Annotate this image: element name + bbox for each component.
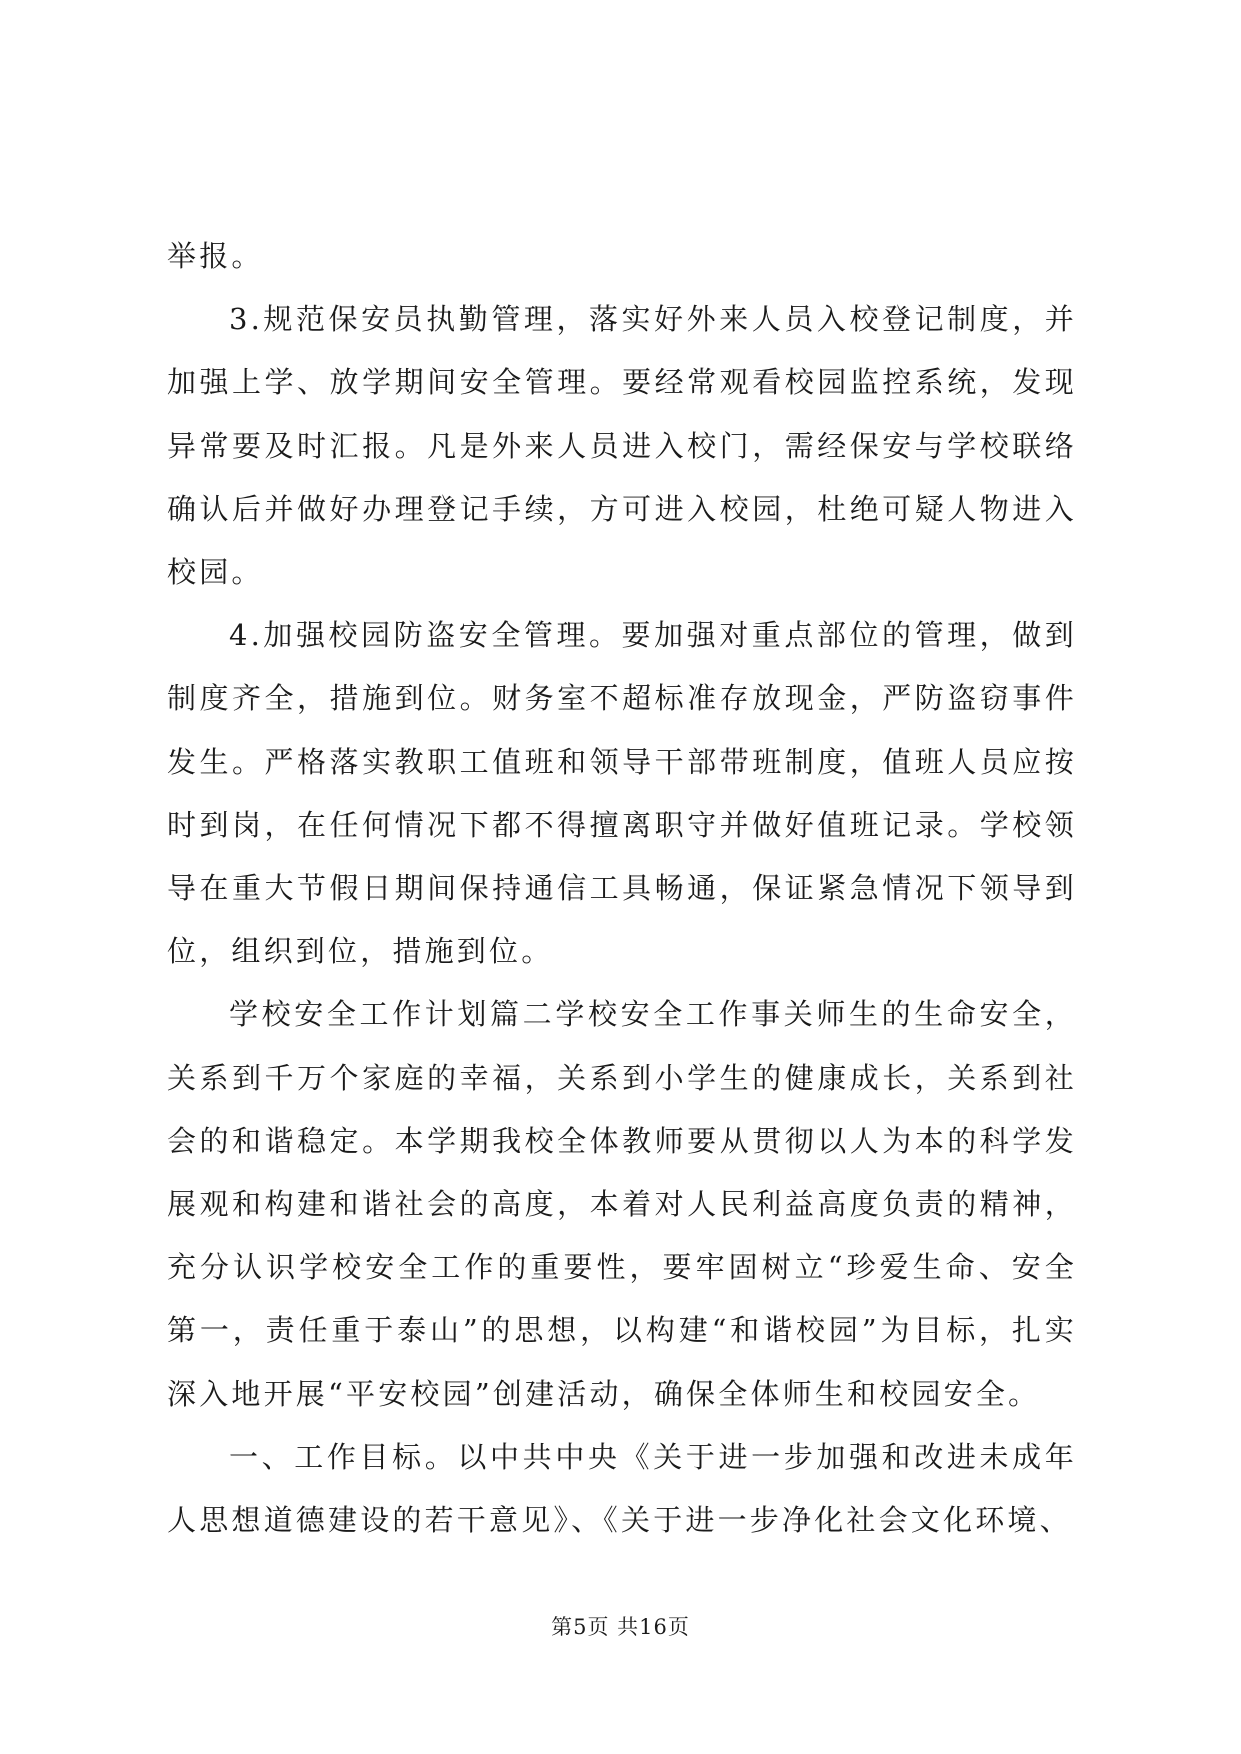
paragraph-work-goal: 一、工作目标。以中共中央《关于进一步加强和改进未成年人思想道德建设的若干意见》、《关于进一步净化社会文化环境、 [167,1439,1077,1538]
paragraph-item-4: 4.加强校园防盗安全管理。要加强对重点部位的管理，做到制度齐全，措施到位。财务室不超标准存放现金，严防盗窃事件发生。严格落实教职工值班和领导干部带班制度，值班人员应按时到岗，在任何情况下都不得擅离职守并做好值班记录。学校领导在重大节假日期间保持通信工具畅通，保证紧急情况下领导到位，组织到位，措施到位。 [167,618,1077,969]
page-footer: 第5页 共16页 [551,1615,690,1639]
paragraph-plan-two: 学校安全工作计划篇二学校安全工作事关师生的生命安全，关系到千万个家庭的幸福，关系到小学生的健康成长，关系到社会的和谐稳定。本学期我校全体教师要从贯彻以人为本的科学发展观和构建和谐社会的高度，本着对人民利益高度负责的精神，充分认识学校安全工作的重要性，要牢固树立“珍爱生命、安全第一，责任重于泰山”的思想，以构建“和谐校园”为目标，扎实深入地开展“平安校园”创建活动，确保全体师生和校园安全。 [167,997,1077,1411]
paragraph-continuation: 举报。 [167,239,264,273]
body-text [167,225,1077,1552]
paragraph-item-3: 3.规范保安员执勤管理，落实好外来人员入校登记制度，并加强上学、放学期间安全管理。要经常观看校园监控系统，发现异常要及时汇报。凡是外来人员进入校门，需经保安与学校联络确认后并做好办理登记手续，方可进入校园，杜绝可疑人物进入校园。 [167,302,1077,590]
